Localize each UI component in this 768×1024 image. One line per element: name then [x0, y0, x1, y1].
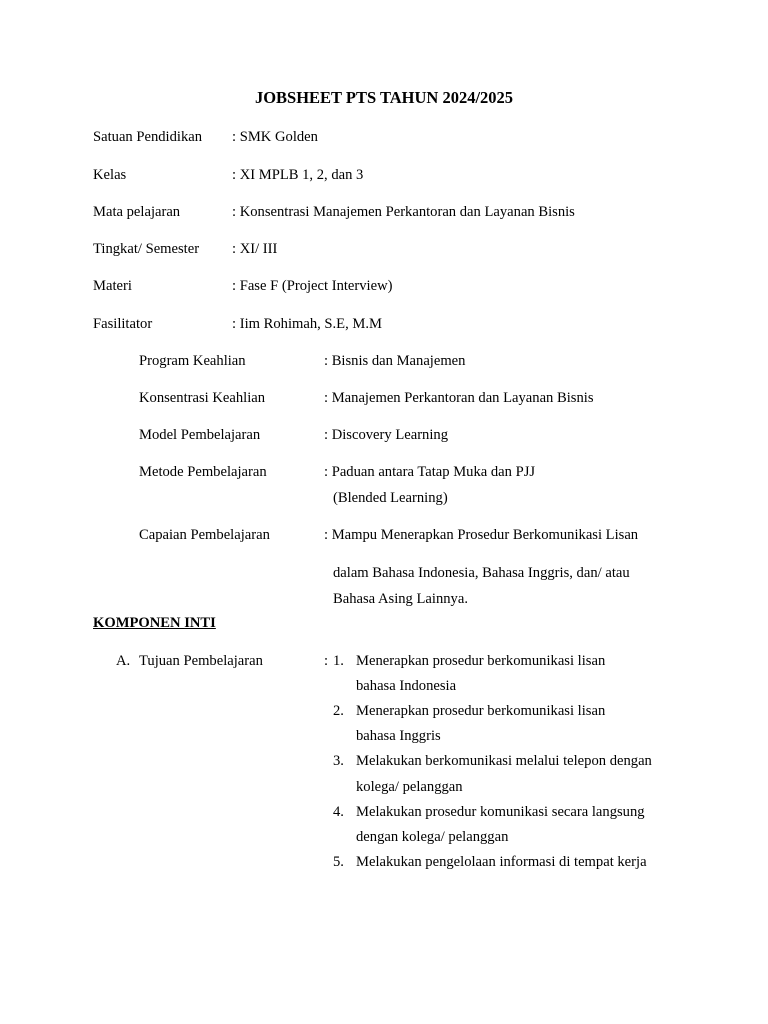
list-item-number: 4.: [333, 804, 344, 820]
field-value-capaian-pembelajaran-line3: Bahasa Asing Lainnya.: [333, 591, 468, 607]
list-item-text: Melakukan prosedur komunikasi secara langsung: [356, 804, 645, 820]
field-value-fasilitator: : Iim Rohimah, S.E, M.M: [232, 316, 382, 332]
list-item-text-line2: bahasa Inggris: [356, 728, 441, 744]
list-item-number: 5.: [333, 854, 344, 870]
tujuan-colon: :: [324, 653, 329, 669]
list-item-text: Menerapkan prosedur berkomunikasi lisan: [356, 703, 606, 719]
field-value-tingkat-semester: : XI/ III: [232, 241, 278, 257]
field-label-satuan-pendidikan: Satuan Pendidikan: [93, 129, 203, 145]
field-value-materi: : Fase F (Project Interview): [232, 278, 393, 294]
tujuan-label: Tujuan Pembelajaran: [139, 653, 263, 669]
field-label-model-pembelajaran: Model Pembelajaran: [139, 427, 261, 443]
field-value-program-keahlian: : Bisnis dan Manajemen: [324, 353, 466, 369]
field-value-capaian-pembelajaran-line2: dalam Bahasa Indonesia, Bahasa Inggris, dan/ atau: [333, 565, 630, 581]
field-value-mata-pelajaran: : Konsentrasi Manajemen Perkantoran dan Layanan Bisnis: [232, 204, 575, 220]
field-label-konsentrasi-keahlian: Konsentrasi Keahlian: [139, 390, 266, 406]
list-item-text: Menerapkan prosedur berkomunikasi lisan: [356, 653, 606, 669]
field-label-fasilitator: Fasilitator: [93, 316, 153, 332]
list-item-number: 2.: [333, 703, 344, 719]
page-title: JOBSHEET PTS TAHUN 2024/2025: [254, 88, 514, 107]
list-item-number: 3.: [333, 753, 344, 769]
field-value-metode-pembelajaran: : Paduan antara Tatap Muka dan PJJ: [324, 464, 536, 480]
field-label-materi: Materi: [93, 278, 132, 294]
field-value-metode-pembelajaran-line2: (Blended Learning): [333, 490, 448, 506]
list-item-text-line2: dengan kolega/ pelanggan: [356, 829, 509, 845]
field-value-model-pembelajaran: : Discovery Learning: [324, 427, 449, 443]
field-value-satuan-pendidikan: : SMK Golden: [232, 129, 318, 145]
list-item-text-line2: bahasa Indonesia: [356, 678, 457, 694]
field-label-tingkat-semester: Tingkat/ Semester: [93, 241, 200, 257]
field-label-mata-pelajaran: Mata pelajaran: [93, 204, 181, 220]
field-label-program-keahlian: Program Keahlian: [139, 353, 246, 369]
field-label-kelas: Kelas: [93, 167, 127, 183]
tujuan-marker: A.: [116, 653, 131, 669]
field-label-capaian-pembelajaran: Capaian Pembelajaran: [139, 527, 270, 543]
list-item-text: Melakukan berkomunikasi melalui telepon dengan: [356, 753, 652, 769]
field-label-metode-pembelajaran: Metode Pembelajaran: [139, 464, 267, 480]
field-value-konsentrasi-keahlian: : Manajemen Perkantoran dan Layanan Bisnis: [324, 390, 594, 406]
section-title-komponen-inti: KOMPONEN INTI: [93, 615, 216, 631]
field-value-capaian-pembelajaran: : Mampu Menerapkan Prosedur Berkomunikasi Lisan: [324, 527, 639, 543]
list-item-number: 1.: [333, 653, 344, 669]
field-value-kelas: : XI MPLB 1, 2, dan 3: [232, 167, 364, 183]
list-item-text: Melakukan pengelolaan informasi di tempat kerja: [356, 854, 647, 870]
list-item-text-line2: kolega/ pelanggan: [356, 779, 463, 795]
